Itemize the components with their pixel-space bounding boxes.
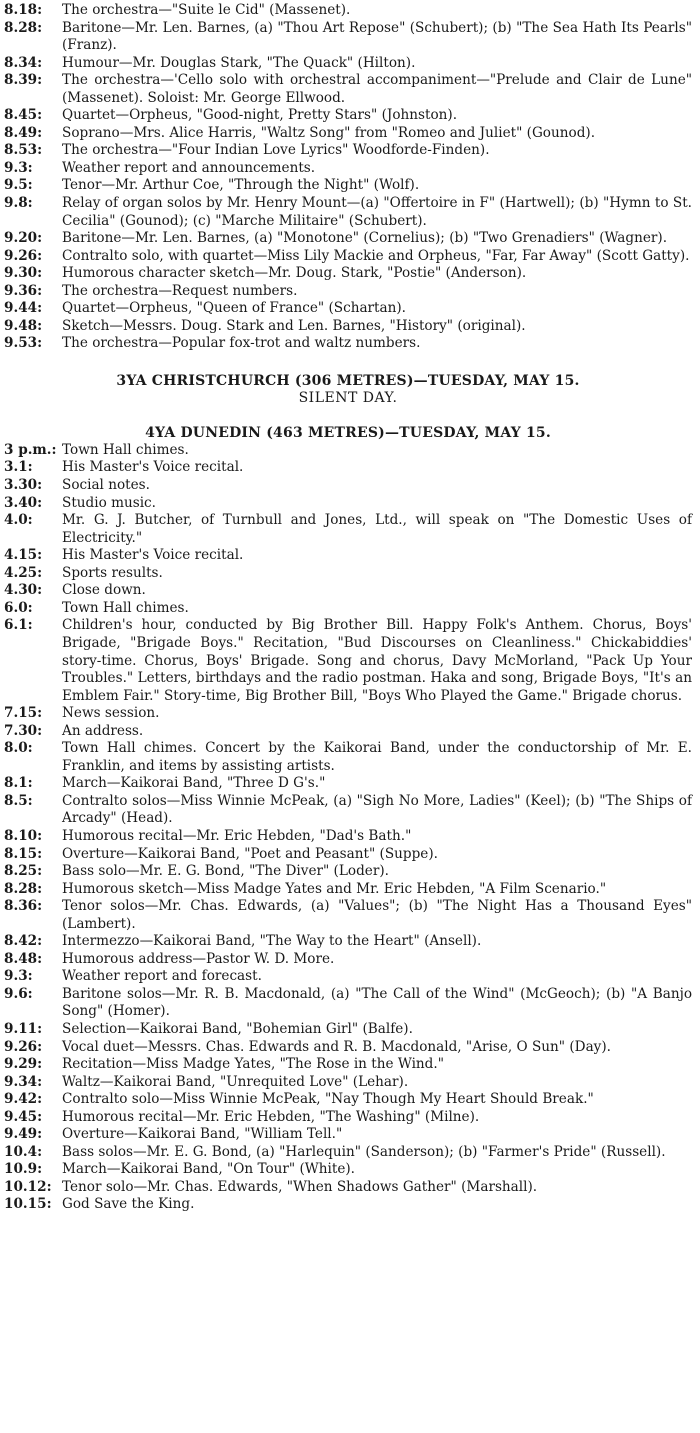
programme-entry <box>4 230 692 248</box>
section-spacer <box>4 407 692 425</box>
entry-time: 9.30: <box>4 265 43 282</box>
entry-time: 10.4: <box>4 1143 43 1160</box>
programme-entry <box>4 951 692 969</box>
silent-day-notice: SILENT DAY. <box>298 389 398 406</box>
entry-time: 8.25: <box>4 863 43 880</box>
section-spacer <box>4 353 692 373</box>
entry-text: Bass solo—Mr. E. G. Bond, "The Diver" (Loder). <box>62 863 389 880</box>
entry-time: 8.34: <box>4 54 43 71</box>
programme-entry <box>4 1074 692 1092</box>
entry-time: 8.42: <box>4 933 43 950</box>
entry-text: Weather report and announcements. <box>62 159 316 176</box>
programme-entry <box>4 565 692 583</box>
programme-entry <box>4 968 692 986</box>
programme-entry <box>4 335 692 353</box>
entry-text: Town Hall chimes. <box>62 441 189 458</box>
programme-entry <box>4 1056 692 1074</box>
programme-entry <box>4 898 692 933</box>
entry-text: Intermezzo—Kaikorai Band, "The Way to the Heart" (Ansell). <box>62 933 482 950</box>
entry-time: 9.42: <box>4 1091 43 1108</box>
programme-entry <box>4 775 692 793</box>
entry-text: His Master's Voice recital. <box>62 547 244 564</box>
entry-text: Humour—Mr. Douglas Stark, "The Quack" (Hilton). <box>62 54 416 71</box>
entry-text: Children's hour, conducted by Big Brother Bill. Happy Folk's Anthem. Chorus, Boys' Brigade, "Brigade Boys." Recitation, "Bud Discourses on Cleanliness." Chickabiddies' story-time. Chorus, Boys' Brigade. Song and chorus, Davy McMorland, "Pack Up Your Troubles." Letters, birthdays and the radio postman. Haka and song, Brigade Boys, "It's an Emblem Fair." Story-time, Big Brother Bill, "Boys Who Played the Game." Brigade chorus. <box>62 617 692 704</box>
entry-text: Recitation—Miss Madge Yates, "The Rose in the Wind." <box>62 1056 444 1073</box>
entry-time: 9.36: <box>4 282 43 299</box>
programme-entry <box>4 55 692 73</box>
entry-text: News session. <box>62 705 160 722</box>
programme-entry <box>4 1179 692 1197</box>
entry-time: 4.25: <box>4 564 43 581</box>
entry-time: 9.29: <box>4 1056 43 1073</box>
station-heading-3ya: 3YA CHRISTCHURCH (306 METRES)—TUESDAY, MAY 15. <box>116 372 580 389</box>
programme-entry <box>4 142 692 160</box>
entry-time: 3.40: <box>4 494 43 511</box>
entry-time: 8.45: <box>4 107 43 124</box>
programme-entry <box>4 582 692 600</box>
entry-text: The orchestra—"Suite le Cid" (Massenet). <box>62 2 351 18</box>
entry-text: Humorous address—Pastor W. D. More. <box>62 950 335 967</box>
programme-entry <box>4 881 692 899</box>
entry-text: The orchestra—"Four Indian Love Lyrics" Woodforde-Finden). <box>62 142 490 159</box>
programme-entry <box>4 2 692 20</box>
entry-text: Humorous recital—Mr. Eric Hebden, "Dad's Bath." <box>62 827 412 844</box>
programme-entry <box>4 986 692 1021</box>
programme-entry <box>4 512 692 547</box>
entry-text: Weather report and forecast. <box>62 968 262 985</box>
entry-time: 8.28: <box>4 880 43 897</box>
entry-time: 7.15: <box>4 705 43 722</box>
programme-entry <box>4 20 692 55</box>
entry-time: 9.8: <box>4 195 33 212</box>
entry-time: 4.30: <box>4 582 43 599</box>
entry-time: 3.1: <box>4 459 33 476</box>
entry-time: 9.48: <box>4 317 43 334</box>
programme-entry <box>4 495 692 513</box>
entry-text: Town Hall chimes. Concert by the Kaikorai Band, under the conductorship of Mr. E. Franklin, and items by assisting artists. <box>62 740 692 774</box>
entry-time: 8.28: <box>4 19 43 36</box>
entry-time: 8.18: <box>4 2 43 18</box>
entry-text: The orchestra—'Cello solo with orchestral accompaniment—"Prelude and Clair de Lune" (Massenet). Soloist: Mr. George Ellwood. <box>62 72 692 106</box>
programme-entry <box>4 723 692 741</box>
programme-entry <box>4 459 692 477</box>
programme-entry <box>4 547 692 565</box>
entry-text: Mr. G. J. Butcher, of Turnbull and Jones, Ltd., will speak on "The Domestic Uses of Electricity." <box>62 512 692 546</box>
entry-time: 9.11: <box>4 1020 43 1037</box>
programme-entry <box>4 740 692 775</box>
entry-time: 9.26: <box>4 1038 43 1055</box>
entry-time: 8.5: <box>4 792 33 809</box>
programme-entry <box>4 705 692 723</box>
entry-text: Soprano—Mrs. Alice Harris, "Waltz Song" from "Romeo and Juliet" (Gounod). <box>62 124 596 141</box>
programme-list-continued <box>4 2 692 353</box>
entry-time: 9.49: <box>4 1126 43 1143</box>
entry-time: 9.6: <box>4 985 33 1002</box>
station-heading-4ya: 4YA DUNEDIN (463 METRES)—TUESDAY, MAY 15. <box>145 424 551 441</box>
programme-entry <box>4 1144 692 1162</box>
programme-entry <box>4 107 692 125</box>
entry-time: 8.36: <box>4 898 43 915</box>
entry-time: 10.9: <box>4 1161 43 1178</box>
entry-text: Town Hall chimes. <box>62 599 189 616</box>
entry-time: 3.30: <box>4 477 43 494</box>
entry-text: Overture—Kaikorai Band, "Poet and Peasant" (Suppe). <box>62 845 438 862</box>
entry-time: 4.15: <box>4 547 43 564</box>
entry-text: Humorous sketch—Miss Madge Yates and Mr. Eric Hebden, "A Film Scenario." <box>62 880 607 897</box>
entry-time: 10.15: <box>4 1196 52 1213</box>
entry-time: 9.3: <box>4 968 33 985</box>
entry-time: 3 p.m.: <box>4 441 57 458</box>
programme-entry <box>4 265 692 283</box>
entry-text: Contralto solo, with quartet—Miss Lily Mackie and Orpheus, "Far, Far Away" (Scott Gatty). <box>62 247 690 264</box>
entry-text: His Master's Voice recital. <box>62 459 244 476</box>
entry-time: 9.5: <box>4 177 33 194</box>
entry-time: 9.20: <box>4 230 43 247</box>
entry-text: Waltz—Kaikorai Band, "Unrequited Love" (Lehar). <box>62 1073 409 1090</box>
entry-time: 8.48: <box>4 950 43 967</box>
entry-text: Overture—Kaikorai Band, "William Tell." <box>62 1126 343 1143</box>
entry-text: Tenor solos—Mr. Chas. Edwards, (a) "Values"; (b) "The Night Has a Thousand Eyes" (Lambert). <box>62 898 692 932</box>
programme-entry <box>4 72 692 107</box>
entry-text: Studio music. <box>62 494 156 511</box>
entry-time: 8.49: <box>4 124 43 141</box>
entry-text: Close down. <box>62 582 146 599</box>
entry-time: 7.30: <box>4 722 43 739</box>
entry-time: 9.3: <box>4 159 33 176</box>
entry-text: Quartet—Orpheus, "Good-night, Pretty Stars" (Johnston). <box>62 107 458 124</box>
entry-text: Baritone—Mr. Len. Barnes, (a) "Thou Art Repose" (Schubert); (b) "The Sea Hath Its Pearls" (Franz). <box>62 19 692 54</box>
programme-entry <box>4 1109 692 1127</box>
entry-text: Contralto solos—Miss Winnie McPeak, (a) "Sigh No More, Ladies" (Keel); (b) "The Ships of Arcady" (Head). <box>62 792 692 827</box>
programme-entry <box>4 160 692 178</box>
entry-time: 9.26: <box>4 247 43 264</box>
programme-entry <box>4 283 692 301</box>
programme-entry <box>4 248 692 266</box>
programme-entry <box>4 1039 692 1057</box>
entry-time: 6.0: <box>4 599 33 616</box>
entry-time: 9.44: <box>4 300 43 317</box>
entry-time: 8.39: <box>4 72 43 89</box>
programme-entry <box>4 1126 692 1144</box>
entry-time: 9.45: <box>4 1108 43 1125</box>
entry-text: Vocal duet—Messrs. Chas. Edwards and R. B. Macdonald, "Arise, O Sun" (Day). <box>62 1038 611 1055</box>
entry-text: Tenor—Mr. Arthur Coe, "Through the Night" (Wolf). <box>62 177 420 194</box>
entry-text: Relay of organ solos by Mr. Henry Mount—(a) "Offertoire in F" (Hartwell); (b) "Hymn to St. Cecilia" (Gounod); (c) "Marche Militaire" (Schubert). <box>62 195 692 229</box>
entry-time: 6.1: <box>4 617 33 634</box>
programme-entry <box>4 125 692 143</box>
entry-time: 10.12: <box>4 1178 52 1195</box>
entry-time: 4.0: <box>4 512 33 529</box>
entry-text: Sketch—Messrs. Doug. Stark and Len. Barnes, "History" (original). <box>62 317 526 334</box>
programme-entry <box>4 846 692 864</box>
programme-entry <box>4 617 692 705</box>
programme-entry <box>4 933 692 951</box>
entry-text: Sports results. <box>62 564 163 581</box>
programme-entry <box>4 1091 692 1109</box>
entry-text: March—Kaikorai Band, "On Tour" (White). <box>62 1161 355 1178</box>
entry-text: Social notes. <box>62 477 150 494</box>
entry-time: 8.15: <box>4 845 43 862</box>
entry-text: Baritone solos—Mr. R. B. Macdonald, (a) "The Call of the Wind" (McGeoch); (b) "A Banjo Song" (Homer). <box>62 985 692 1020</box>
entry-text: March—Kaikorai Band, "Three D G's." <box>62 775 326 792</box>
entry-time: 8.0: <box>4 740 33 757</box>
entry-time: 8.53: <box>4 142 43 159</box>
entry-time: 8.10: <box>4 827 43 844</box>
entry-text: Quartet—Orpheus, "Queen of France" (Schartan). <box>62 300 406 317</box>
entry-text: Baritone—Mr. Len. Barnes, (a) "Monotone" (Cornelius); (b) "Two Grenadiers" (Wagner). <box>62 230 668 247</box>
entry-text: An address. <box>62 722 144 739</box>
entry-time: 9.34: <box>4 1073 43 1090</box>
programme-entry <box>4 318 692 336</box>
entry-text: Contralto solo—Miss Winnie McPeak, "Nay Though My Heart Should Break." <box>62 1091 594 1108</box>
programme-entry <box>4 828 692 846</box>
programme-entry <box>4 177 692 195</box>
entry-text: Tenor solo—Mr. Chas. Edwards, "When Shadows Gather" (Marshall). <box>62 1178 538 1195</box>
entry-text: The orchestra—Request numbers. <box>62 282 298 299</box>
entry-text: The orchestra—Popular fox-trot and waltz numbers. <box>62 335 421 352</box>
programme-entry <box>4 477 692 495</box>
entry-text: Bass solos—Mr. E. G. Bond, (a) "Harlequin" (Sanderson); (b) "Farmer's Pride" (Russell). <box>62 1143 666 1160</box>
programme-entry <box>4 1021 692 1039</box>
entry-text: God Save the King. <box>62 1196 195 1213</box>
entry-text: Humorous recital—Mr. Eric Hebden, "The Washing" (Milne). <box>62 1108 480 1125</box>
programme-entry <box>4 442 692 460</box>
programme-entry <box>4 863 692 881</box>
programme-entry <box>4 600 692 618</box>
programme-entry <box>4 793 692 828</box>
programme-entry <box>4 1161 692 1179</box>
programme-entry <box>4 1196 692 1214</box>
programme-entry <box>4 300 692 318</box>
entry-time: 9.53: <box>4 335 43 352</box>
programme-list-4ya <box>4 442 692 1214</box>
programme-entry <box>4 195 692 230</box>
entry-time: 8.1: <box>4 775 33 792</box>
entry-text: Humorous character sketch—Mr. Doug. Stark, "Postie" (Anderson). <box>62 265 527 282</box>
entry-text: Selection—Kaikorai Band, "Bohemian Girl" (Balfe). <box>62 1020 413 1037</box>
